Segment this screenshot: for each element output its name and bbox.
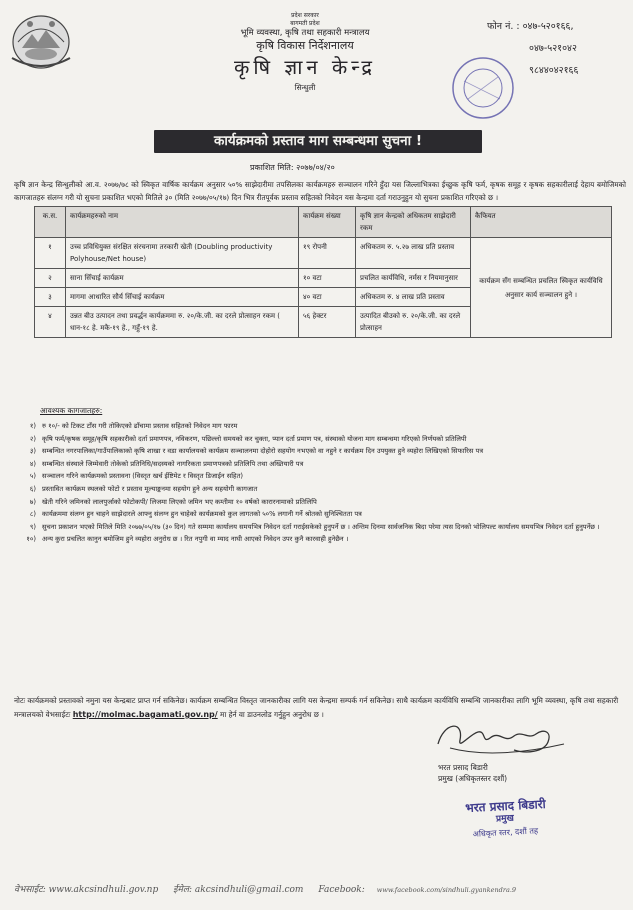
item-number: ५) <box>29 472 36 481</box>
footer <box>14 882 624 895</box>
item-text: सम्बन्धित नगरपालिका/गाउँपालिकाको कृषि शाखा र वडा कार्यालयको कार्यक्रम सञ्चालनमा दोहोरो सहयोग नभएको वा नहुने र कार्यक्रम दिन उपयुक्त हुने व्यहोरा लिखिएको सिफारिस पत्र <box>42 447 484 456</box>
item-number: २) <box>29 434 36 443</box>
phone-3: ९८४४०४२१६६ <box>529 65 579 76</box>
cell-sn: १ <box>35 238 66 269</box>
list-item <box>18 420 622 433</box>
item-text: कृषि फर्म/कृषक समूह/कृषि सहकारीको दर्ता प्रमाणपत्र, नविकरण, पछिल्लो समयको कर चुक्ता, प्यान दर्ता प्रमाण पत्र, संस्थाको योजना माग सम्बन्धमा गरिएको निर्णयको प्रतिलिपी <box>42 434 467 443</box>
item-number: ८) <box>29 510 36 519</box>
item-text: खेती गरिने जमिनको लालपुर्जाको फोटोकपी/ लिजमा लिएको जमिन भए कम्तीमा १० वर्षको कारारनामाको प्रतिलिपि <box>42 497 317 506</box>
stamp-name: भरत प्रसाद बिडारी <box>464 796 547 816</box>
cell-sn: ३ <box>35 288 66 307</box>
signature-icon <box>430 714 570 762</box>
col-header-amount: कृषि ज्ञान केन्द्रको अधिकतम साझेदारी रकम <box>356 207 471 238</box>
office-location: सिन्धुली <box>294 83 316 93</box>
government-emblem-icon <box>8 12 74 70</box>
item-number: ६) <box>29 484 36 493</box>
phone-1: फोन नं. : ०४७-५२०१६६, <box>487 21 574 32</box>
stamp-level: अधिकृत स्तर, दशौं तह <box>472 826 539 839</box>
requirements-list <box>18 420 622 546</box>
list-item <box>18 458 622 471</box>
ministry-website-link[interactable]: http://molmac.bagamati.gov.np/ <box>72 710 218 719</box>
cell-count: ४० वटा <box>299 288 356 307</box>
signer-name: भरत प्रसाद बिडारी <box>438 763 488 772</box>
item-text: प्रस्तावित कार्यक्रम स्थलको फोटो र प्रस्ताव मूल्याङ्कनमा सहयोग हुने अन्य सहयोगी कागजात <box>42 484 258 493</box>
office-name: कृषि ज्ञान केन्द्र <box>233 55 377 80</box>
item-number: ४) <box>29 459 36 468</box>
col-header-count: कार्यक्रम संख्या <box>299 207 356 238</box>
col-header-program: कार्यक्रमहरुको नाम <box>66 207 299 238</box>
name-stamp <box>465 798 547 841</box>
cell-program: मागमा आधारित सौर्य सिँचाई कार्यक्रम <box>66 288 299 307</box>
list-item <box>18 433 622 446</box>
intro-paragraph: कृषि ज्ञान केन्द्र सिन्धुलीको आ.व. २०७७/७८ को स्विकृत वार्षिक कार्यक्रम अनुसार ५०% साझेदारीमा तपसिलका कार्यक्रमहरु सञ्चालन गरिने हुँदा यस जिल्लाभित्रका ईच्छुक कृषि फर्म, कृषक समूह र कृषक सहकारीलाई देहाय बमोजिमको कागजातहरु संलग्न गरी यो सुचना प्रकाशित भएको मितिले ३० (मिति २०७७/०५/१७) दिन भित्र रीतपूर्वक प्रस्ताव सहितको निवेदन यस केन्द्रमा दर्ता गराउनुहुन यो सुचना प्रकाशित गरिएको छ । <box>14 180 626 202</box>
cell-count: १९ रोपनी <box>299 238 356 269</box>
cell-amount: प्रचलित कार्यविधि, नर्मस र नियमानुसार <box>356 269 471 288</box>
footer-website[interactable]: वेभसाईट: www.akcsindhuli.gov.np <box>14 885 159 895</box>
table-header-row <box>35 207 612 238</box>
note-tail: मा हेर्न वा डाउनलोड गर्नुहुन अनुरोध छ । <box>220 710 324 719</box>
item-number: १) <box>29 422 36 430</box>
list-item <box>18 445 622 458</box>
cell-amount: अधिकतम रु. ४ लाख प्रति प्रस्ताव <box>356 288 471 307</box>
list-item <box>18 521 622 534</box>
cell-program: उच्च प्रविधियुक्त संरक्षित संरचनामा तरकारी खेती (Doubling productivity Polyhouse/Net house) <box>66 238 299 269</box>
cell-program: उन्नत बीउ उत्पादन तथा प्रवर्द्धन कार्यक्रममा रु. २०/के.जी. का दरले प्रोत्साहन रकम ( धान-१८ हे. मकै-१९ हे., गहुँ-१९ हे. <box>66 307 299 338</box>
footer-facebook-link[interactable]: www.facebook.com/sindhuli.gyankendra.9 <box>376 886 517 894</box>
item-number: ९) <box>29 522 36 531</box>
office-seal-icon <box>450 55 516 121</box>
note-text: नोटः कार्यक्रमको प्रस्तावको नमुना यस केन्द्रबाट प्राप्त गर्न सकिनेछ। कार्यक्रम सम्बन्धित विस्तृत जानकारीका लागि यस केन्द्रमा सम्पर्क गर्न सकिनेछ। साथै कार्यक्रम कार्यविधि सम्बन्धि जानकारीका लागि भूमि व्यवस्था, कृषि तथा सहकारी मन्त्रालयको वेभसाईटः <box>14 696 619 719</box>
item-text: सम्बन्धित संस्थाले जिम्मेवारी तोकेको प्रतिनिधि/सदस्यको नागरिकता प्रमाणपत्रको प्रतिलिपि तथा अख्तियारी पत्र <box>42 459 304 468</box>
header-line1: प्रदेश सरकार <box>291 12 319 19</box>
signer-block <box>438 762 507 784</box>
cell-sn: ४ <box>35 307 66 338</box>
cell-remark: कार्यक्रम सँग सम्बन्धित प्रचलित स्विकृत कार्यविधि अनुसार कार्य सञ्चालन हुने । <box>471 238 612 338</box>
item-number: ३) <box>29 447 36 456</box>
item-text: सुचना प्रकाशन भएको मितिले मिति २०७७/०५/१७ (३० दिन) गते सम्ममा कार्यालय समयभित्र निवेदन दर्ता गराईसकेको हुनुपर्ने छ । अन्तिम दिनमा सार्वजनिक बिदा परेमा त्यस दिनको भोलिपल्ट कार्यालय समयभित्र निवेदन दर्ता हुनुपर्नेछ । <box>42 522 600 531</box>
list-item <box>18 533 622 546</box>
item-number: ७) <box>29 497 36 506</box>
notice-title: कार्यक्रमको प्रस्ताव माग सम्बन्धमा सुचना ! <box>154 130 482 153</box>
table-row <box>35 238 612 269</box>
signer-role: प्रमुख (अधिकृतस्तर दशौं) <box>438 774 508 783</box>
office-header <box>150 12 460 93</box>
cell-amount: अधिकतम रु. ५.२७ लाख प्रति प्रस्ताव <box>356 238 471 269</box>
item-text: अन्य कुरा प्रचलित कानुन बमोजिम हुने व्यहोरा अनुरोध छ । रित नपुगी वा म्याद नाघी आएको निवेदन उपर कुनै कारवाही हुनेछैन । <box>42 535 349 544</box>
stamp-role: प्रमुख <box>495 813 515 825</box>
footer-facebook-label: Facebook: <box>318 885 365 895</box>
phone-2: ०४७-५२१०४२ <box>529 43 577 54</box>
item-text: कार्यक्रममा संलग्न हुन चाहने साझेदारले आफ्नु संलग्न हुन चाहेको कार्यक्रमको कुल लागतको ५०% लगानी गर्ने श्रोतको सुनिश्चितता पत्र <box>42 510 362 519</box>
footer-email[interactable]: ईमेल: akcsindhuli@gmail.com <box>173 885 304 895</box>
directorate-name: कृषि विकास निर्देशनालय <box>256 38 354 52</box>
col-header-sn: क.स. <box>35 207 66 238</box>
cell-count: १० वटा <box>299 269 356 288</box>
item-number: १०) <box>26 535 36 544</box>
list-item <box>18 508 622 521</box>
cell-program: साना सिँचाई कार्यक्रम <box>66 269 299 288</box>
publish-date: प्रकाशित मिति: २०७७/०४/२० <box>250 163 335 172</box>
cell-amount: उत्पादित बीउको रु. २०/के.जी. का दरले प्रोत्साहन <box>356 307 471 338</box>
header-line2: बागमती प्रदेश <box>290 19 320 27</box>
list-item <box>18 496 622 509</box>
ministry-name: भूमि व्यवस्था, कृषि तथा सहकारी मन्त्रालय <box>240 28 370 38</box>
item-text: सञ्चालन गरिने कार्यक्रमको प्रस्तावना (विस्तृत खर्च ईष्टिमेट र विस्तृत डिजाईन सहित) <box>42 472 243 481</box>
cell-count: ५६ हेक्टर <box>299 307 356 338</box>
requirements-heading: आवश्यक कागजातहरु: <box>40 406 103 415</box>
cell-sn: २ <box>35 269 66 288</box>
item-text: रु १०/- को टिकट टाँस गरी तोकिएको ढाँचामा प्रस्ताव सहितको निवेदन माग फारम <box>42 422 238 430</box>
list-item <box>18 483 622 496</box>
program-table <box>34 206 612 338</box>
col-header-remark: कैफियत <box>471 207 612 238</box>
list-item <box>18 470 622 483</box>
